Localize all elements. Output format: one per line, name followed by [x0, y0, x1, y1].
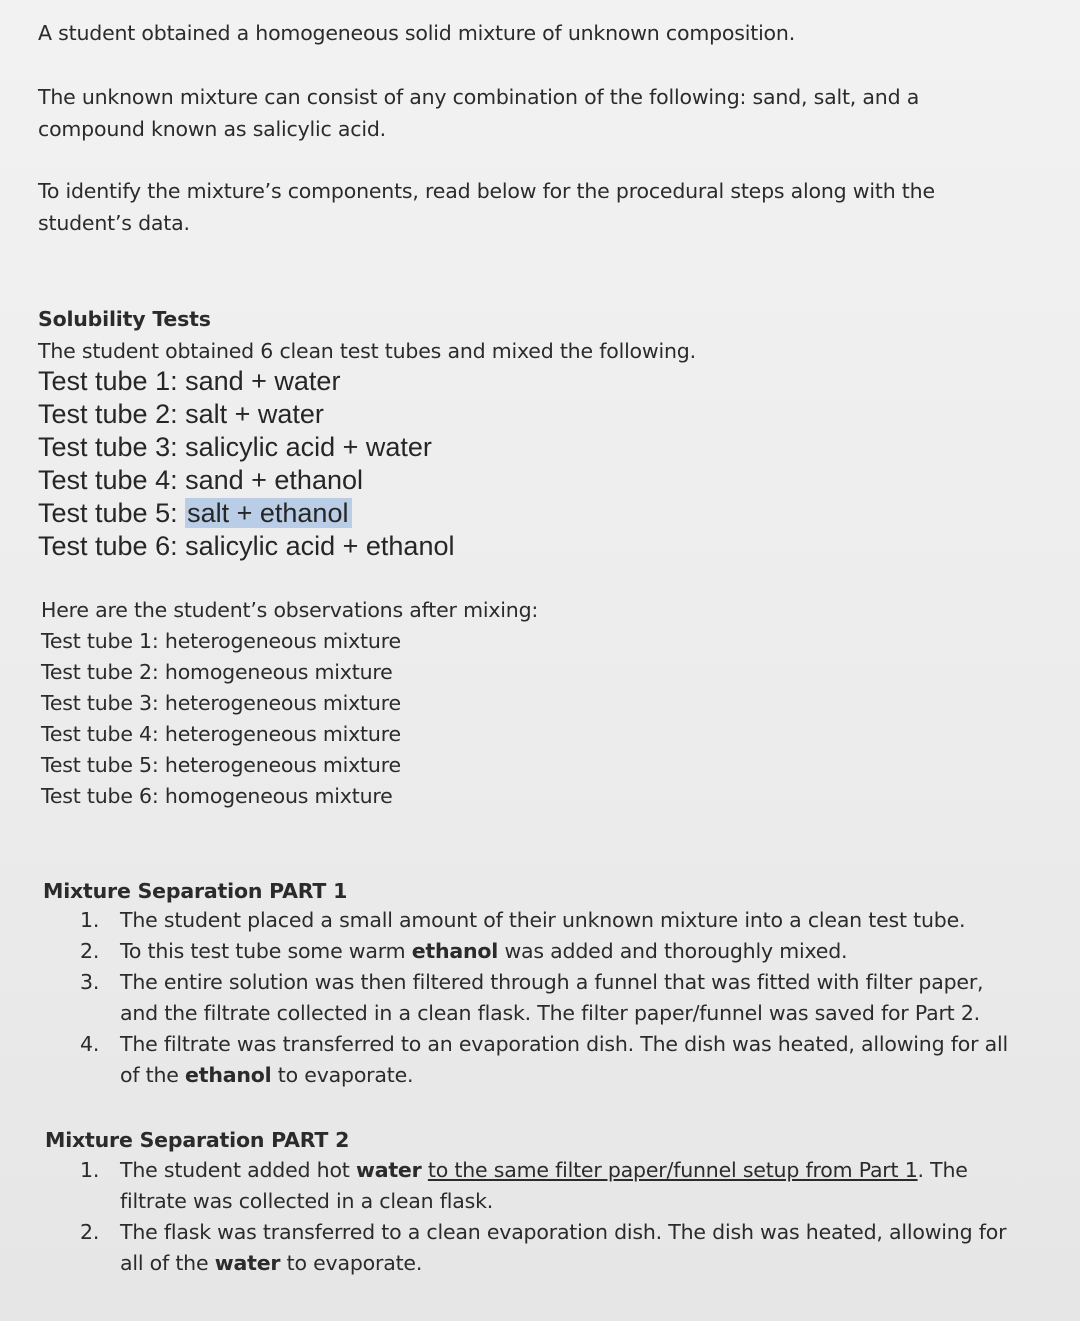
- test-tube-5: [38, 497, 454, 530]
- part1-step-2: [80, 936, 1040, 967]
- part2-step-1: [80, 1155, 1040, 1217]
- test-tube-6: Test tube 6: salicylic acid + ethanol: [38, 531, 455, 561]
- observations-section: [41, 595, 538, 812]
- test-tube-1: Test tube 1: sand + water: [38, 366, 341, 396]
- part2-heading: Mixture Separation PART 2: [45, 1128, 350, 1152]
- observation-4: Test tube 4: heterogeneous mixture: [41, 722, 401, 746]
- intro-paragraph-3: [38, 175, 935, 239]
- observation-1: Test tube 1: heterogeneous mixture: [41, 629, 401, 653]
- observations-intro: Here are the student’s observations after mixing:: [41, 598, 539, 622]
- step-text: The student placed a small amount of their unknown mixture into a clean test tube.: [120, 908, 966, 932]
- step-bold-text: water: [214, 1251, 281, 1275]
- step-text: and the filtrate collected in a clean flask. The filter paper/funnel was saved for Part 2.: [120, 1001, 980, 1025]
- intro-paragraph-2: [38, 81, 919, 145]
- intro-line-3a: To identify the mixture’s components, read below for the procedural steps along with the: [38, 179, 935, 203]
- solubility-intro: The student obtained 6 clean test tubes and mixed the following.: [38, 339, 696, 363]
- step-text: filtrate was collected in a clean flask.: [120, 1189, 494, 1213]
- intro-line-2a: The unknown mixture can consist of any combination of the following: sand, salt, and a: [38, 85, 920, 109]
- step-text-line: [120, 1248, 1040, 1279]
- test-tube-list: [38, 365, 454, 563]
- observation-6: Test tube 6: homogeneous mixture: [41, 784, 393, 808]
- step-number: 2.: [80, 939, 100, 963]
- test-tube-3: Test tube 3: salicylic acid + water: [38, 432, 432, 462]
- observation-5: Test tube 5: heterogeneous mixture: [41, 753, 401, 777]
- intro-line-2b: compound known as salicylic acid.: [38, 117, 386, 141]
- step-number: 1.: [80, 1158, 100, 1182]
- step-number: 1.: [80, 908, 100, 932]
- selected-text-highlight[interactable]: salt + ethanol: [185, 498, 352, 528]
- step-bold-text: ethanol: [185, 1063, 272, 1087]
- step-number: 3.: [80, 970, 100, 994]
- part1-step-4: [80, 1029, 1040, 1091]
- step-text: The filtrate was transferred to an evaporation dish. The dish was heated, allowing for all: [120, 1032, 1008, 1056]
- part2-steps: [80, 1155, 1040, 1279]
- step-text: to evaporate.: [280, 1251, 423, 1275]
- step-number: 2.: [80, 1220, 100, 1244]
- step-text: all of the: [120, 1251, 215, 1275]
- step-text: The entire solution was then filtered through a funnel that was fitted with filter paper,: [120, 970, 984, 994]
- test-tube-5-label: Test tube 5:: [38, 498, 186, 528]
- part2-step-2: [80, 1217, 1040, 1279]
- step-text: to evaporate.: [271, 1063, 414, 1087]
- test-tube-4: Test tube 4: sand + ethanol: [38, 465, 363, 495]
- step-text: . The: [917, 1158, 968, 1182]
- step-number: 4.: [80, 1032, 100, 1056]
- solubility-heading: Solubility Tests: [38, 307, 211, 331]
- step-text: The flask was transferred to a clean evaporation dish. The dish was heated, allowing for: [120, 1220, 1007, 1244]
- intro-line-3b: student’s data.: [38, 211, 190, 235]
- intro-line-1: A student obtained a homogeneous solid mixture of unknown composition.: [38, 21, 796, 45]
- part1-heading: Mixture Separation PART 1: [43, 879, 348, 903]
- observation-2: Test tube 2: homogeneous mixture: [41, 660, 393, 684]
- test-tube-2: Test tube 2: salt + water: [38, 399, 324, 429]
- step-underlined-text: to the same filter paper/funnel setup from Part 1: [427, 1158, 918, 1182]
- step-text: To this test tube some warm: [120, 939, 412, 963]
- step-text-line: [120, 1060, 1040, 1091]
- solubility-section: [38, 303, 696, 367]
- step-text: was added and thoroughly mixed.: [498, 939, 848, 963]
- observation-3: Test tube 3: heterogeneous mixture: [41, 691, 401, 715]
- step-text: of the: [120, 1063, 186, 1087]
- part1-step-1: [80, 905, 1040, 936]
- step-text: The student added hot: [120, 1158, 356, 1182]
- step-bold-text: water: [355, 1158, 422, 1182]
- part1-steps: [80, 905, 1040, 1091]
- part1-step-3: [80, 967, 1040, 1029]
- step-bold-text: ethanol: [411, 939, 499, 963]
- step-text-line: [120, 1155, 1040, 1186]
